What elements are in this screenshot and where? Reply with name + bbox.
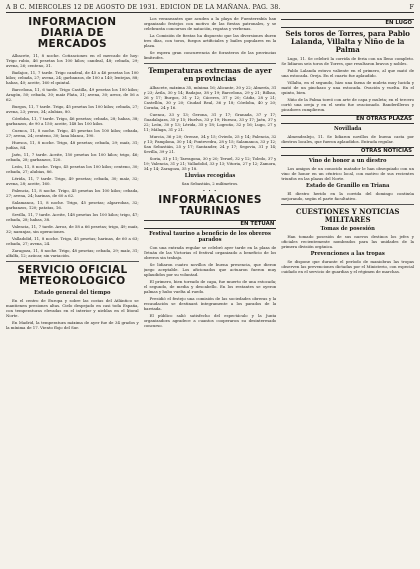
festival-paragraph: Presidió el festejo una comisión de las sociedades obreras y la recaudación se destinará íntegramente a los parados de la barriada.	[143, 296, 277, 311]
market-paragraph: Zaragoza, 11, 8 noche. Trigo, 48 pesetas; cebada, 29; maíz, 31; alfalfa, 12; azúcar, sin variación.	[6, 248, 139, 258]
vino-paragraph: Los amigos de un conocido matador le han obsequiado con un vino de honor en un céntrico local, con motivo de sus recientes triunfos en las plazas del Norte.	[281, 166, 415, 181]
market-paragraph: Salamanca, 11, 8 noche. Trigo, 45 pesetas; algarrobas, 32; garbanzos, 120; patatas, 16.	[6, 200, 139, 210]
lugo-paragraph: Lugo, 11. Se celebró la corrida de feria con un lleno completo. Se lidiaron seis toros de Torres, que resultaron bravos y nobles.	[281, 56, 415, 66]
ornament-divider: • • •	[202, 188, 218, 193]
market-paragraph: Burgos, 11, 7 tarde. Trigo, 45 pesetas los 100 kilos; cebada, 27; avena, 23; yeros, 34; alubias, 80.	[6, 104, 139, 114]
article-paragraph: Se espera gran concurrencia de forasteros de las provincias limítrofes.	[143, 50, 277, 60]
market-paragraph: Valladolid, 11, 8 noche. Trigo, 45 pesetas; harinas, de 60 a 63; cebada, 27; avena, 24.	[6, 236, 139, 246]
market-paragraph: Sevilla, 11, 7 tarde. Aceite, 148 pesetas los 100 kilos; trigo, 47; cebada, 28; habas, 38.	[6, 212, 139, 222]
novillada-paragraph: Almendralejo, 11. Se lidiaron novillos de buena casta por diestros locales, que fueron aplaudidos. Entrada regular.	[281, 134, 415, 144]
divider	[6, 261, 139, 262]
temperatures-paragraph: Albacete, máxima 35, mínima 16; Alicante, 30 y 22; Almería, 31 y 23; Ávila, 30 y 14; Badajoz, 38 y 19; Barcelona, 29 y 21; Bilbao, 26 y 17; Burgos, 31 y 12; Cáceres, 37 y 20; Cádiz, 28 y 21; Castellón, 30 y 20; Ciudad Real, 36 y 18; Córdoba, 40 y 20; Coruña, 24 y 16.	[143, 85, 277, 110]
market-paragraph: Córdoba, 11, 7 tarde. Trigo, 46 pesetas; cebada, 28; habas, 38; garbanzos, de 90 a 150; aceite, 148 los 100 kilos.	[6, 116, 139, 126]
market-paragraph: Valencia, 11, 7 tarde. Arroz, de 58 a 66 pesetas; trigo, 49; maíz, 32; naranjas, sin operaciones.	[6, 224, 139, 234]
festival-subhead: Festival taurino a beneficio de los obreros parados	[149, 231, 271, 243]
bullfighting-headline: INFORMACIONES TAURINAS	[158, 194, 262, 217]
weather-subhead: Estado general del tiempo	[34, 290, 111, 296]
header-page-mark: F	[409, 4, 414, 11]
novillada-subhead: Novillada	[333, 126, 362, 132]
header-dateline: A B C. MIERCOLES 12 DE AGOSTO DE 1931. EDICION DE LA MAÑANA. PAG. 38.	[6, 4, 281, 11]
markets-headline: INFORMACION DIARIA DE MERCADOS	[28, 16, 117, 50]
market-paragraph: León, 11, 8 noche. Trigo, 45 pesetas los 100 kilos; centeno, 30; cebada, 27; alubias, 86.	[6, 164, 139, 174]
weather-paragraph: En Madrid, la temperatura máxima de ayer fue de 34 grados y la mínima de 17. Viento flojo del Sur.	[6, 320, 139, 330]
section-label-otras-plazas: EN OTRAS PLAZAS	[281, 115, 414, 124]
column-2	[144, 16, 277, 566]
festival-paragraph: El primero, bien toreado de capa, fue muerto de una estocada; el segundo, de media y descabello. En los restantes se oyeron palmas y hubo vuelta al ruedo.	[143, 279, 277, 294]
prevenciones-paragraph: Se dispone que durante el período de maniobras las tropas observen las prevenciones dictadas por el Ministerio, con especial cuidado en el servicio de guardias y el régimen de marchas.	[281, 259, 415, 274]
festival-paragraph: Se lidiaron cuatro novillos de buena presencia, que dieron juego aceptable. Los aficionados que actuaron fueron muy aplaudidos por su voluntad.	[143, 262, 277, 277]
section-label-otras-noticias: OTRAS NOTICIAS	[281, 147, 414, 156]
market-paragraph: Albacete, 11, 8 noche. Cotizaciones en el mercado de hoy: Trigo rubio, 46 pesetas los 100 kilos; candeal, 48; cebada, 29; avena, 26; centeno, 31.	[6, 53, 139, 68]
granillo-paragraph: El diestro herido en la corrida del domingo continúa mejorando, según el parte facultativo.	[281, 191, 415, 201]
weather-headline: SERVICIO OFICIAL METEOROLOGICO	[17, 264, 128, 287]
section-label-lugo: EN LUGO	[281, 19, 414, 28]
lugo-paragraph: Niño de la Palma toreó con arte de capa y muleta; en el tercero cortó una oreja y en el sexto fue ovacionado. Banderilleros y picadores cumplieron.	[281, 97, 415, 112]
temperatures-paragraph: Soria, 31 y 11; Tarragona, 30 y 20; Teruel, 32 y 12; Toledo, 37 y 19; Valencia, 31 y 21; Valladolid, 33 y 13; Vitoria, 27 y 12; Zamora, 34 y 14; Zaragoza, 35 y 18.	[143, 156, 277, 171]
market-paragraph: Badajoz, 11, 7 tarde. Trigo candeal, de 45 a 46 pesetas los 100 kilos; cebada, 27; avena, 24; garbanzos, de 100 a 140; lentejas, 88; habas, 40; aceite, 160 el quintal.	[6, 70, 139, 85]
column-3	[281, 16, 414, 566]
market-paragraph: Palencia, 11, 8 noche. Trigo, 45 pesetas los 100 kilos; cebada, 27; avena, 24; harinas, de 60 a 62.	[6, 188, 139, 198]
military-headline: CUESTIONES Y NOTICIAS MILITARES	[295, 207, 400, 224]
market-paragraph: Huesca, 11, 8 noche. Trigo, 48 pesetas; cebada, 29; maíz, 31; judías, 84.	[6, 140, 139, 150]
divider	[144, 63, 277, 64]
section-label-tetuan: EN TETUAN	[144, 220, 277, 229]
festival-paragraph: Con una entrada regular se celebró ayer tarde en la plaza de Tetuán de las Victorias el festival organizado a beneficio de los obreros sin trabajo.	[143, 245, 277, 260]
market-paragraph: Cuenca, 11, 8 noche. Trigo, 45 pesetas los 100 kilos; cebada, 27; avena, 24; centeno, 30; lana blanca, 190.	[6, 128, 139, 138]
column-1	[6, 16, 139, 566]
lugo-paragraph: Villalta, en el segundo, hizo una faena de muleta muy lucida y mató de un pinchazo y una estocada. Ovación y vuelta. En el quinto, bien.	[281, 80, 415, 95]
lugo-paragraph: Pablo Lalanda estuvo valiente en el primero, al que mató de una estocada. Oreja. En el cuarto fue aplaudido.	[281, 68, 415, 78]
posesion-subhead: Tomas de posesión	[320, 226, 375, 232]
vino-subhead: Vino de honor a un diestro	[308, 158, 387, 164]
market-paragraph: Jaén, 11, 7 tarde. Aceite, 150 pesetas los 100 kilos; trigo, 46; cebada, 28; garbanzos, 120.	[6, 152, 139, 162]
rain-subhead: Lluvias recogidas	[184, 173, 236, 179]
page-header	[6, 3, 414, 13]
market-paragraph: Lérida, 11, 7 tarde. Trigo, 49 pesetas; cebada, 30; maíz, 32; avena, 28; aceite, 160.	[6, 176, 139, 186]
temperatures-paragraph: Murcia, 36 y 20; Orense, 34 y 15; Oviedo, 25 y 14; Palencia, 32 y 13; Pamplona, 30 y 14; Pontevedra, 28 y 15; Salamanca, 33 y 12; San Sebastián, 25 y 17; Santander, 24 y 17; Segovia, 31 y 14; Sevilla, 39 y 21.	[143, 134, 277, 154]
temperatures-headline: Temperaturas extremas de ayer en provincias	[148, 66, 272, 83]
market-paragraph: Barcelona, 11, 6 tarde. Trigo Castilla, 49 pesetas los 100 kilos; Aragón, 50; cebada, 30; maíz Plata, 31; avena, 30; arroz, de 56 a 62.	[6, 87, 139, 102]
divider	[281, 204, 414, 205]
columns	[6, 16, 414, 566]
weather-paragraph: En el centro de Europa y sobre las costas del Atlántico se mantienen presiones altas. Cielo despejado en casi toda España, con temperaturas elevadas en el interior y nieblas en el litoral Norte.	[6, 298, 139, 318]
rain-line: San Sebastián, 2 milímetros.	[181, 181, 239, 186]
festival-paragraph: El público salió satisfecho del espectáculo y la Junta organizadora agradece a cuantos cooperaron su desinteresado concurso.	[143, 313, 277, 328]
posesion-paragraph: Han tomado posesión de sus nuevos destinos los jefes y oficiales recientemente nombrados para las unidades de la primera división orgánica.	[281, 234, 415, 249]
article-paragraph: Los veraneantes que acuden a la playa de Fuenterrabía han organizado festejos con motivo de las fiestas patronales, y se celebrarán concursos de natación, regatas y verbenas.	[143, 16, 277, 31]
lugo-headline: Seis toros de Torres, para Pablo Lalanda, Villalta y Niño de la Palma	[285, 29, 410, 54]
granillo-subhead: Estado de Granillo en Triana	[306, 183, 390, 189]
prevenciones-subhead: Prevenciones a las tropas	[310, 251, 385, 257]
temperatures-paragraph: Cuenca, 33 y 13; Gerona, 31 y 17; Granada, 37 y 17; Guadalajara, 35 y 15; Huelva, 33 y 19; Huesca, 33 y 17; Jaén, 37 y 22; León, 30 y 13; Lérida, 35 y 18; Logroño, 32 y 16; Lugo, 27 y 11; Málaga, 31 y 21.	[143, 112, 277, 132]
article-paragraph: La Comisión de fiestas ha dispuesto que las diversiones duren tres días, con toros, fuegos artificiales y bailes populares en la plaza.	[143, 33, 277, 48]
